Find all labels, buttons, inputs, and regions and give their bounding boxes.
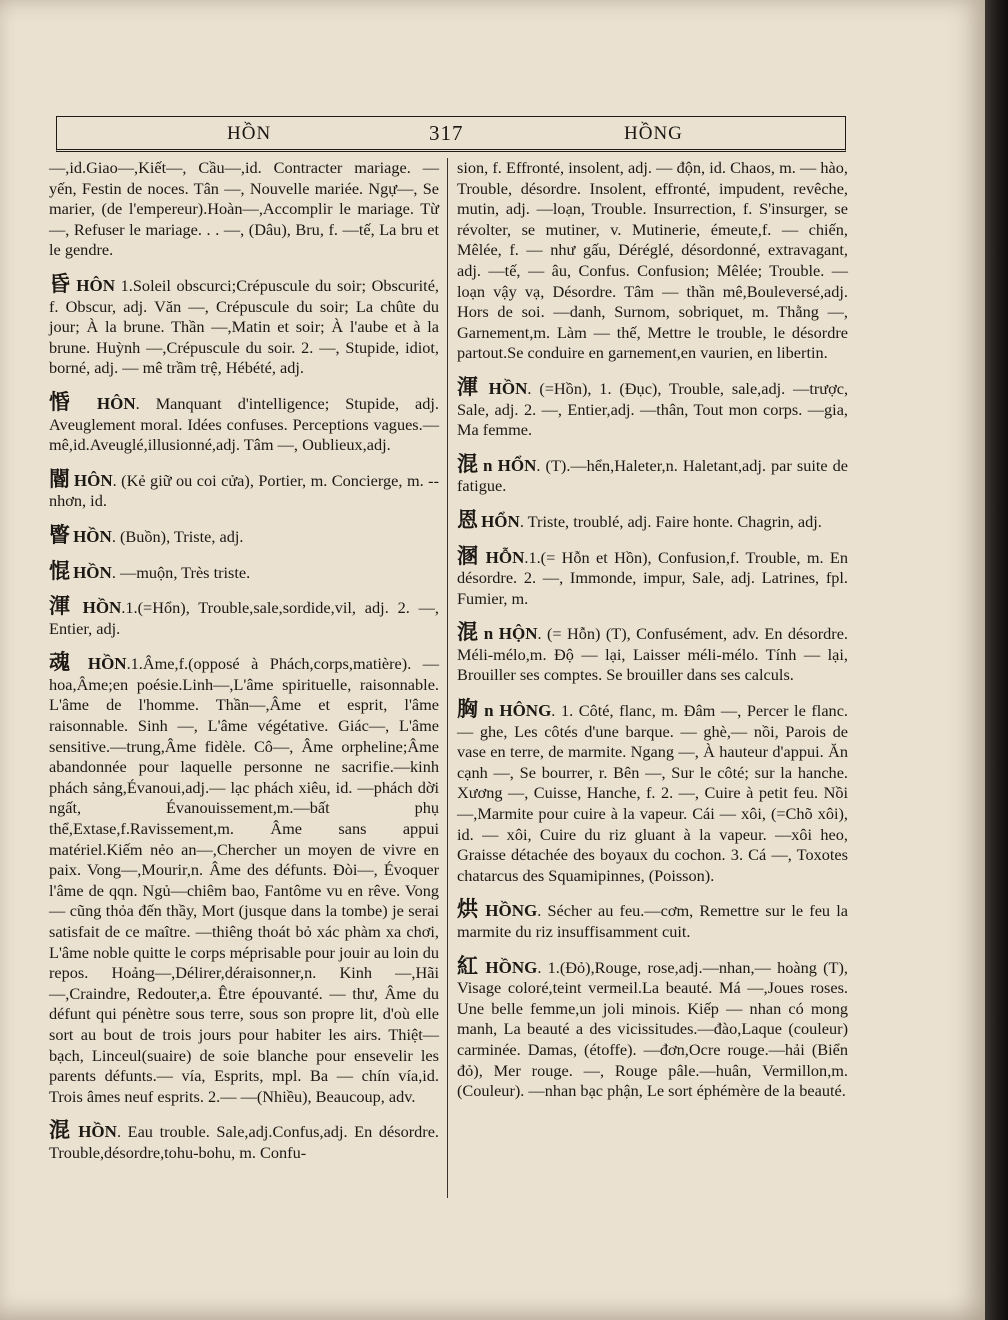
entry-character: 烘	[457, 897, 480, 922]
running-header	[56, 116, 846, 152]
entry-headword: HỖN	[485, 547, 525, 567]
dictionary-entry	[457, 699, 848, 886]
entry-definition: . (=Hồn), 1. (Đục), Trouble, sale,adj. —trược, Sale, adj. 2. —, Entier,adj. —thân, Tout mon corps. —gia, Ma femme.	[457, 378, 849, 440]
entry-headword: n HỘN	[483, 624, 538, 644]
entry-definition: . Triste, troublé, adj. Faire honte. Chagrin, adj.	[519, 511, 822, 531]
header-left-word: HỒN	[227, 123, 272, 144]
entry-definition: . —muộn, Très triste.	[111, 562, 251, 582]
entry-character: 睯	[49, 522, 69, 547]
entry-character: 閽	[49, 466, 70, 491]
entry-definition: . 1. Côté, flanc, m. Đâm —, Percer le flanc. — ghe, Les côtés d'une barque. — ghè,— nồi, Parois de vase en terre, de marmite. Ngang —, À hauteur d'appui. Ăn cạnh —, Se bourrer, r. Bên —, Sur le côté; sur la hanche. Xương —, Cuisse, Hanche, f. 2. —, Cuire à petit feu. Nồi —,Marmite pour cuire à la vapeur. Cái — xôi, (=Chõ xôi), id. — xôi, Cuire du riz gluant à la vapeur. —xôi heo, Graisse détachée des boyaux du cochon. 3. Cá —, Toxotes chatarcus des Squamipinnes, (Poisson).	[457, 701, 848, 885]
dictionary-entry	[49, 466, 439, 512]
entry-headword: HỒN	[78, 1122, 117, 1142]
dictionary-entry	[49, 652, 439, 1107]
entry-character: 溷	[457, 543, 480, 568]
entry-headword: HỒN	[82, 598, 122, 618]
entry-definition: . Manquant d'intelligence; Stupide, adj. Aveuglement moral. Idées confuses. Perceptions vagues.—mê,id.Aveuglé,illusionné,adj. Tâm —, Oublieux,adj.	[49, 393, 439, 455]
entry-definition: . (Kẻ giữ ou coi cửa), Portier, m. Concierge, m. -- nhơn, id.	[49, 470, 439, 511]
entry-headword: n HỔN	[483, 455, 537, 475]
dictionary-entry	[457, 899, 848, 942]
book-spine-edge	[985, 0, 1008, 1320]
entry-character: 混	[457, 451, 478, 476]
entry-character: 惃	[49, 558, 69, 583]
entry-headword: HÔN	[96, 393, 136, 413]
entry-headword: HỒN	[73, 562, 112, 582]
entry-definition: . Eau trouble. Sale,adj.Confus,adj. En désordre. Trouble,désordre,tohu-bohu, m. Confu-	[49, 1122, 440, 1162]
entry-character: 混	[457, 620, 479, 645]
dictionary-entry	[49, 271, 440, 379]
dictionary-entry	[457, 451, 849, 497]
entry-continuation: —,id.Giao—,Kiết—, Cầu—,id. Contracter mariage. — yến, Festin de noces. Tân —, Nouvelle mariée. Ngự—, Se marier, (de l'empereur).Hoàn—,Accomplir le mariage. Từ —, Refuser le mariage. . . —, (Dâu), Bru, f. —tế, La bru et le gendre.	[49, 158, 439, 260]
entry-headword: HÔN	[76, 275, 115, 295]
entry-headword: HỒNG	[485, 901, 538, 921]
entry-definition: . 1.(Đỏ),Rouge, rose,adj.—nhan,— hoàng (T), Visage coloré,teint vermeil.La beauté. Má —,Joues roses. Une belle femme,un joli minois. Kiếp — nhan có mong manh, La beauté a des vicissitudes.—đào,Laque (couleur) carminée. Damas, (étoffe). —đơn,Ocre rouge.—hải (Biển đỏ), Mer rouge. —, Rouge pâle.—huân, Vermillon,m. (Couleur). —nhan bạc phận, Le sort éphémère de la beauté.	[457, 957, 848, 1101]
entry-headword: HỒN	[488, 378, 528, 398]
entry-definition: .1.Âme,f.(opposé à Phách,corps,matière). — hoa,Âme;en poésie.Linh—,L'âme spirituelle, raisonnable. L'âme de l'homme. Thần—,Âme et esprit, l'âme raisonnable. Sinh —, L'âme végétative. Giác—, L'âme sensitive.—trung,Âme fidèle. Cô—, Âme orpheline;Âme abandonnée pour laquelle personne ne sacrifie.—kinh phách sảng,Évanoui,adj.— lạc phách xiêu, id. —phách dời ngất, Évanouissement,m.—bất phụ thể,Extase,f.Ravissement,m. Âme sans appui matériel.Kiếm nẻo an—,Chercher un moyen de vivre en paix. Vong—,Mourir,n. Âme des défunts. Đòi—, Évoquer l'âme de qqn. Ngủ—chiêm bao, Fantôme vu en rêve. Vong — cũng thỏa đến thầy, Mort (jusque dans la tombe) je serai satisfait de ce maître. —thiêng thoát bỏ xác phàm xa chơi, L'âme noble quitte le corps méprisable pour jouir au loin du repos. Hoảng—,Délirer,déraisonner,n. Kinh —,Hãi—,Craindre, Redouter,a. Être épouvanté. — thư, Âme du défunt qui pénètre sous terre, sous son propre lit, d'où elle sort au bout de trois jours pour habiter les airs. Thiệt—bạch, Linceul(suaire) de soie blanche pour ensevelir les parents défunts.— vía, Esprits, mpl. Ba — chín vía,id. Trois âmes neuf esprits. 2.— —(Nhiều), Beaucoup, adv.	[49, 654, 440, 1106]
entry-character: 渾	[49, 594, 74, 619]
dictionary-entry	[457, 374, 849, 441]
entry-continuation: sion, f. Effronté, insolent, adj. — độn, id. Chaos, m. — hào, Trouble, désordre. Insolent, effronté, impudent, revêche, mutin, adj. —loạn, Trouble. Insurrection, f. S'insurger, se révolter, se mutiner, v. Mutinerie, émeute,f. — chiến, Mêlée, f. — như gấu, Déréglé, désordonné, extravagant, adj. —tế, — âu, Confus. Confusion; Mêlée; Trouble. — loạn vậy vạ, Désordre. Tâm — thần mê,Bouleversé,adj. Hors de soi. —danh, Surnom, sobriquet, m. Thằng —, Garnement,m. Làm — thế, Mettre le trouble, le désordre partout.Se conduire en garnement,en vaurien, en libertin.	[457, 158, 848, 363]
entry-character: 紅	[457, 953, 480, 978]
dictionary-entry	[49, 389, 439, 456]
entry-definition: .1.(=Hổn), Trouble,sale,sordide,vil, adj. 2. —, Entier, adj.	[49, 598, 439, 638]
entry-definition: 1.Soleil obscurci;Crépuscule du soir; Obscurité, f. Obscur, adj. Văn —, Crépuscule du soir; La chûte du jour; À la brune. Thần —,Matin et soir; À l'aube et à la brune. Huỳnh —,Crépuscule du soir. 2. —, Stupide, idiot, borné, adj. — mê trầm trệ, Hébété, adj.	[49, 275, 440, 378]
entry-character: 恩	[457, 507, 477, 532]
entry-character: 魂	[49, 650, 77, 675]
entry-headword: n HÔNG	[484, 701, 552, 721]
entry-definition: . (= Hỗn) (T), Confusément, adv. En désordre. Méli-mélo,m. Độ — lại, Laisser méli-mélo. Tính — lại, Brouiller ses comptes. Se brouiller dans ses calculs.	[457, 624, 849, 685]
entry-definition: .1.(= Hỗn et Hồn), Confusion,f. Trouble, m. En désordre. 2. —, Immonde, impur, Sale, adj. Latrines, fpl. Fumier, m.	[457, 547, 848, 608]
entry-character: 昏	[49, 271, 71, 296]
page-number: 317	[429, 121, 464, 145]
column-rule	[447, 158, 448, 1198]
dictionary-entry	[49, 1120, 439, 1163]
dictionary-entry	[49, 596, 439, 639]
header-right-word: HỒNG	[624, 123, 683, 144]
dictionary-entry	[457, 622, 848, 686]
dictionary-entry	[49, 522, 439, 548]
dictionary-entry	[457, 543, 848, 610]
entry-headword: HÔN	[73, 470, 113, 490]
entry-headword: HỒN	[73, 526, 112, 546]
entry-headword: HỒN	[87, 654, 127, 674]
entry-definition: . (Buồn), Triste, adj.	[111, 526, 244, 546]
entry-character: 渾	[457, 374, 481, 399]
dictionary-entry	[457, 507, 848, 533]
entry-headword: HỔN	[481, 511, 520, 531]
left-column	[49, 158, 439, 1177]
entry-headword: HỒNG	[485, 957, 538, 977]
entry-definition: . Sécher au feu.—cơm, Remettre sur le feu la marmite du riz insuffisamment cuit.	[457, 901, 848, 941]
entry-character: 惛	[49, 389, 81, 414]
right-column	[457, 158, 848, 1115]
entry-definition: . (T).—hển,Haleter,n. Haletant,adj. par suite de fatigue.	[457, 455, 849, 496]
dictionary-entry	[49, 558, 439, 584]
dictionary-entry	[457, 953, 848, 1102]
entry-character: 胸	[457, 697, 479, 722]
entry-character: 混	[49, 1118, 72, 1143]
